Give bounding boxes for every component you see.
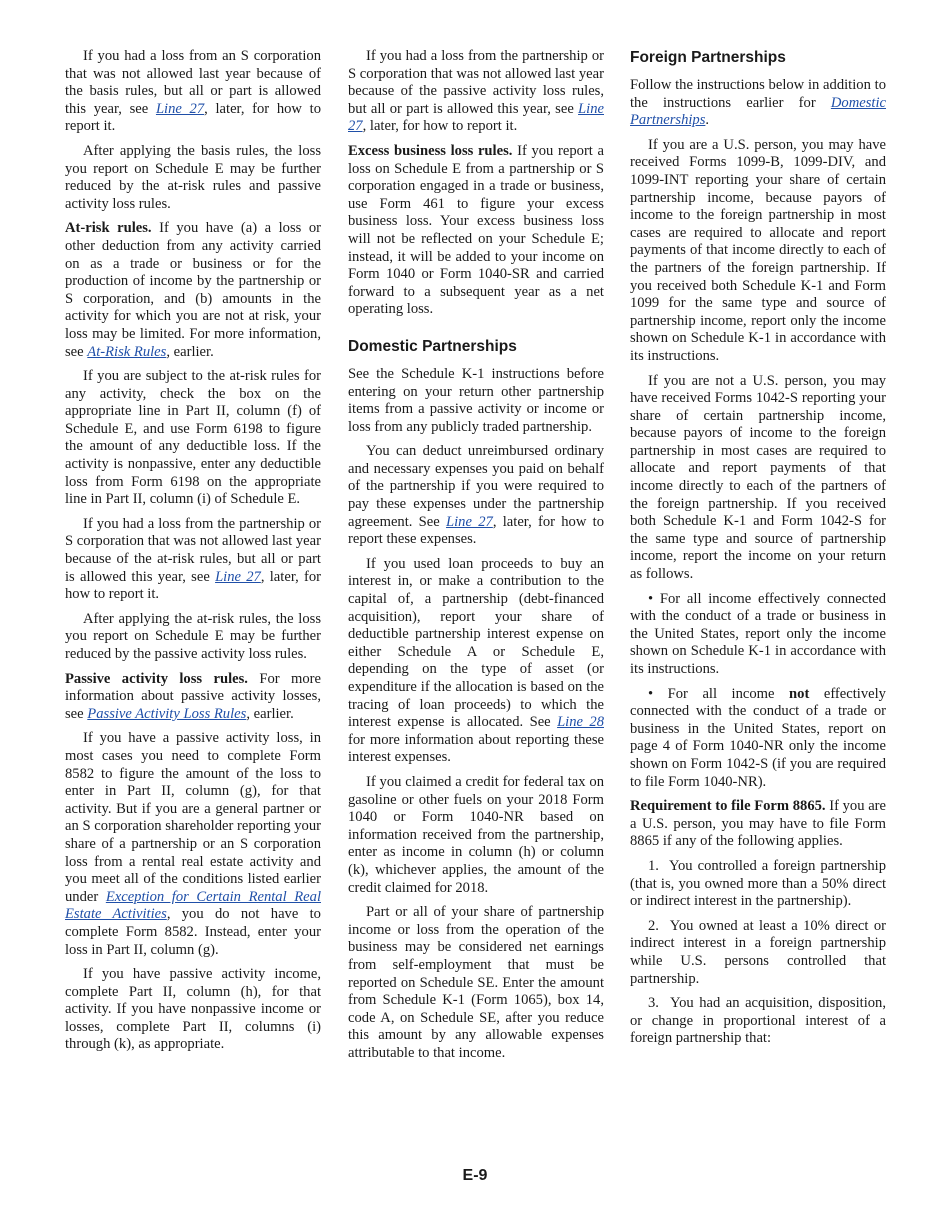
run-in-heading: Requirement to file Form 8865.: [630, 798, 826, 815]
link-line-28[interactable]: Line 28: [557, 714, 604, 731]
bullet-item: • For all income not effectively connected with the conduct of a trade or business in the United States, report on page 4 of Form 1040-NR only the income shown on Form 1042-S (if you are required to file Form 1040-NR).: [630, 685, 886, 790]
paragraph: At-risk rules. If you have (a) a loss or other deduction from any activity carried on as a trade or business or for the production of income by the partnership or S corporation, and (b) amounts in the activity for which you are not at risk, your loss may be limited. For more information, see At-Risk Rules, earlier.: [65, 220, 321, 360]
paragraph: If you had a loss from an S corporation that was not allowed last year because of the basis rules, but all or part is allowed this year, see Line 27, later, for how to report it.: [65, 48, 322, 135]
run-in-heading: Passive activity loss rules.: [65, 670, 248, 687]
paragraph: After applying the basis rules, the loss you report on Schedule E may be further reduced by the at-risk rules and passive activity loss rules.: [65, 142, 321, 212]
column-3: [630, 48, 886, 1055]
paragraph: If you have passive activity income, complete Part II, column (h), for that activity. If you have nonpassive income or losses, complete Part II, columns (i) through (k), as appropriate.: [65, 966, 321, 1053]
link-at-risk-rules[interactable]: At-Risk Rules: [87, 343, 167, 360]
run-in-heading: Excess business loss rules.: [348, 142, 513, 159]
paragraph: Excess business loss rules. If you report a loss on Schedule E from a partnership or S corporation engaged in a trade or business, use Form 461 to figure your excess business loss. Your excess business loss will not be reflected on your Schedule E; instead, it will be added to your income on Form 1040 or Form 1040-SR and carried forward to a subsequent year as a net operating loss.: [348, 142, 605, 318]
paragraph: If you have a passive activity loss, in most cases you need to complete Form 8582 to figure the amount of the loss to enter in Part II, column (g), for that activity. But if you are a general partner or an S corporation shareholder reporting your share of a partnership or an S corporation loss from a rental real estate activity and you meet all of the conditions listed earlier under Exception for Certain Rental Real Estate Activities, you do not have to complete Form 8582. Instead, enter your loss in Part II, column (g).: [65, 730, 321, 958]
paragraph: If you are subject to the at-risk rules for any activity, check the box on the appropriate line in Part II, column (f) of Schedule E, and use Form 6198 to figure the amount of any deductible loss. If the activity is nonpassive, enter any deductible loss from Form 6198 on the appropriate line in Part II, column (i) of Schedule E.: [65, 368, 321, 508]
paragraph: You can deduct unreimbursed ordinary and necessary expenses you paid on behalf of the partnership if you were required to pay these expenses under the partnership agreement. See Line 27, later, for how to report these expenses.: [348, 443, 605, 548]
numbered-item: 2. You owned at least a 10% direct or indirect interest in a foreign partnership while U.S. persons controlled that partnership.: [630, 917, 886, 987]
column-2: [348, 48, 604, 1069]
link-exception-rental-real-estate[interactable]: Exception for Certain Rental Real Estate Activities: [65, 888, 321, 923]
column-1: [65, 48, 321, 1061]
page-number: E-9: [462, 1167, 488, 1184]
paragraph: If you are not a U.S. person, you may have received Forms 1042-S reporting your share of certain partnership income, because payors of income to the foreign partnership in most cases are required to allocate and report payments of that income directly to each of the partners of the foreign partnership. If you received both Schedule K-1 and Form 1042-S for the same type and source of partnership income, report the income on your return as follows.: [630, 372, 886, 583]
paragraph: Part or all of your share of partnership income or loss from the operation of the business may be considered net earnings from self-employment that must be reported on Schedule SE. Enter the amount from Schedule K-1 (Form 1065), box 14, code A, on Schedule SE, after you reduce this amount by any allowable expenses attributable to that income.: [348, 904, 604, 1061]
paragraph: Passive activity loss rules. For more information about passive activity losses, see Passive Activity Loss Rules, earlier.: [65, 670, 321, 722]
numbered-item: 3. You had an acquisition, disposition, or change in proportional interest of a foreign partnership that:: [630, 995, 886, 1047]
section-heading-foreign-partnerships: Foreign Partnerships: [630, 49, 786, 66]
bullet-item: • For all income effectively connected with the conduct of a trade or business in the United States, report only the income shown on Schedule K-1 in accordance with its instructions.: [630, 590, 886, 677]
run-in-heading: At-risk rules.: [65, 220, 152, 237]
paragraph: Requirement to file Form 8865. If you are a U.S. person, you may have to file Form 8865 if any of the following applies.: [630, 798, 887, 850]
numbered-item: 1. You controlled a foreign partnership (that is, you owned more than a 50% direct or indirect interest in the partnership).: [630, 857, 887, 910]
paragraph: If you claimed a credit for federal tax on gasoline or other fuels on your 2018 Form 1040 or Form 1040-NR based on information received from the partnership, enter as income in column (h) or column (k), whichever applies, the amount of the credit claimed for 2018.: [348, 773, 604, 896]
paragraph: Follow the instructions below in addition to the instructions earlier for Domestic Partnerships.: [630, 77, 886, 129]
link-passive-activity-loss-rules[interactable]: Passive Activity Loss Rules: [87, 705, 247, 722]
paragraph: If you had a loss from the partnership or S corporation that was not allowed last year because of the at-risk rules, but all or part is allowed this year, see Line 27, later, for how to report it.: [65, 515, 322, 603]
section-heading-domestic-partnerships: Domestic Partnerships: [348, 337, 517, 355]
link-line-27[interactable]: Line 27: [348, 100, 604, 135]
link-line-27[interactable]: Line 27: [446, 513, 493, 530]
link-line-27[interactable]: Line 27: [215, 568, 261, 585]
bullet-icon: •: [648, 685, 668, 702]
paragraph: If you are a U.S. person, you may have received Forms 1099-B, 1099-DIV, and 1099-INT reporting your share of certain partnership income, because payors of income to the foreign partnership in most cases are required to allocate and report payments of that income directly to each of the partners of the foreign partnership. If you received both Schedule K-1 and Form 1099 for the same type and source of partnership income, report only the income shown on Schedule K-1 in accordance with its instructions.: [630, 136, 886, 364]
paragraph: If you used loan proceeds to buy an interest in, or make a contribution to the capital of, a partnership (debt-financed acquisition), report your share of deductible partnership interest expense on either Schedule A or Schedule E, depending on the type of asset (or expenditure if the allocation is based on the tracing of loan proceeds) to which the interest expense is allocated. See Line 28 for more information about reporting these interest expenses.: [348, 555, 604, 766]
bullet-icon: •: [648, 590, 660, 607]
paragraph: If you had a loss from the partnership or S corporation that was not allowed last year because of the passive activity loss rules, but all or part is allowed this year, see Line 27, later, for how to report it.: [348, 48, 604, 135]
paragraph: See the Schedule K-1 instructions before entering on your return other partnership items from a passive activity or income or loss from any publicly traded partnership.: [348, 365, 604, 435]
link-domestic-partnerships[interactable]: Domestic Partnerships: [630, 94, 886, 129]
paragraph: After applying the at-risk rules, the loss you report on Schedule E may be further reduced by the passive activity loss rules.: [65, 610, 321, 662]
link-line-27[interactable]: Line 27: [155, 100, 205, 117]
